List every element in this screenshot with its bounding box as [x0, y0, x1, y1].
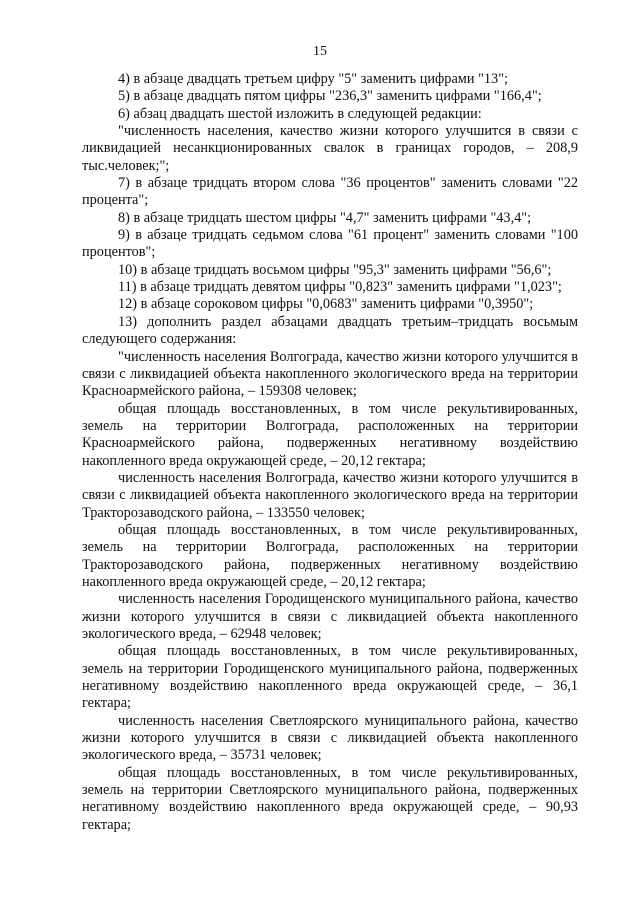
- paragraph-item-8: 8) в абзаце тридцать шестом цифры "4,7" заменить цифрами "43,4";: [118, 209, 532, 226]
- paragraph-item-11: 11) в абзаце тридцать девятом цифры "0,823" заменить цифрами "1,023";: [118, 279, 562, 296]
- paragraph-item-5: 5) в абзаце двадцать пятом цифры "236,3" заменить цифрами "166,4";: [118, 88, 542, 105]
- page-number: 15: [313, 44, 327, 59]
- paragraph-svetloyarsky-population: численность населения Светлоярского муниципального района, качество жизни которого улучшится в связи с ликвидацией объекта накопленного экологического вреда, – 35731 человек;: [82, 712, 578, 764]
- paragraph-item-12: 12) в абзаце сороковом цифры "0,0683" заменить цифрами "0,3950";: [118, 296, 534, 313]
- paragraph-gorodishchensky-population: численность населения Городищенского муниципального района, качество жизни которого улучшится в связи с ликвидацией объекта накопленного экологического вреда, – 62948 человек;: [82, 591, 578, 642]
- paragraph-traktorozavodsky-area: общая площадь восстановленных, в том числе рекультивированных, земель на территории Волгограда, расположенных на территории Тракторозаводского района, подверженных негативному воздействию накопленного вреда окружающей среде, – 20,12 гектара;: [82, 521, 578, 590]
- paragraph-quote-population-cities: "численность населения, качество жизни которого улучшится в связи с ликвидацией несанкционированных свалок в границах городов, – 208,9 тыс.человек;";: [82, 123, 578, 174]
- document-body: [82, 71, 578, 834]
- paragraph-gorodishchensky-area: общая площадь восстановленных, в том числе рекультивированных, земель на территории Городищенского муниципального района, подверженных негативному воздействию накопленного вреда окружающей среде, – 36,1 гектара;: [82, 643, 578, 712]
- paragraph-krasnoarmeysky-population: "численность населения Волгограда, качество жизни которого улучшится в связи с ликвидацией объекта накопленного экологического вреда на территории Красноармейского района, – 159308 человек;: [82, 348, 578, 400]
- paragraph-svetloyarsky-area: общая площадь восстановленных, в том числе рекультивированных, земель на территории Светлоярского муниципального района, подверженных негативному воздействию накопленного вреда окружающей среде, – 90,93 гектара;: [82, 764, 578, 833]
- paragraph-item-9: 9) в абзаце тридцать седьмом слова "61 процент" заменить словами "100 процентов";: [82, 227, 578, 261]
- paragraph-item-7: 7) в абзаце тридцать втором слова "36 процентов" заменить словами "22 процента";: [82, 175, 578, 209]
- paragraph-item-13: 13) дополнить раздел абзацами двадцать третьим–тридцать восьмым следующего содержания:: [82, 313, 578, 348]
- paragraph-item-10: 10) в абзаце тридцать восьмом цифры "95,3" заменить цифрами "56,6";: [118, 261, 552, 278]
- paragraph-item-6: 6) абзац двадцать шестой изложить в следующей редакции:: [118, 105, 482, 122]
- paragraph-item-4: 4) в абзаце двадцать третьем цифру "5" заменить цифрами "13";: [118, 71, 509, 87]
- paragraph-traktorozavodsky-population: численность населения Волгограда, качество жизни которого улучшится в связи с ликвидацией объекта накопленного экологического вреда на территории Тракторозаводского района, – 133550 человек;: [82, 469, 578, 521]
- paragraph-krasnoarmeysky-area: общая площадь восстановленных, в том числе рекультивированных, земель на территории Волгограда, расположенных на территории Красноармейского района, подверженных негативному воздействию накопленного вреда окружающей среде, – 20,12 гектара;: [82, 400, 578, 469]
